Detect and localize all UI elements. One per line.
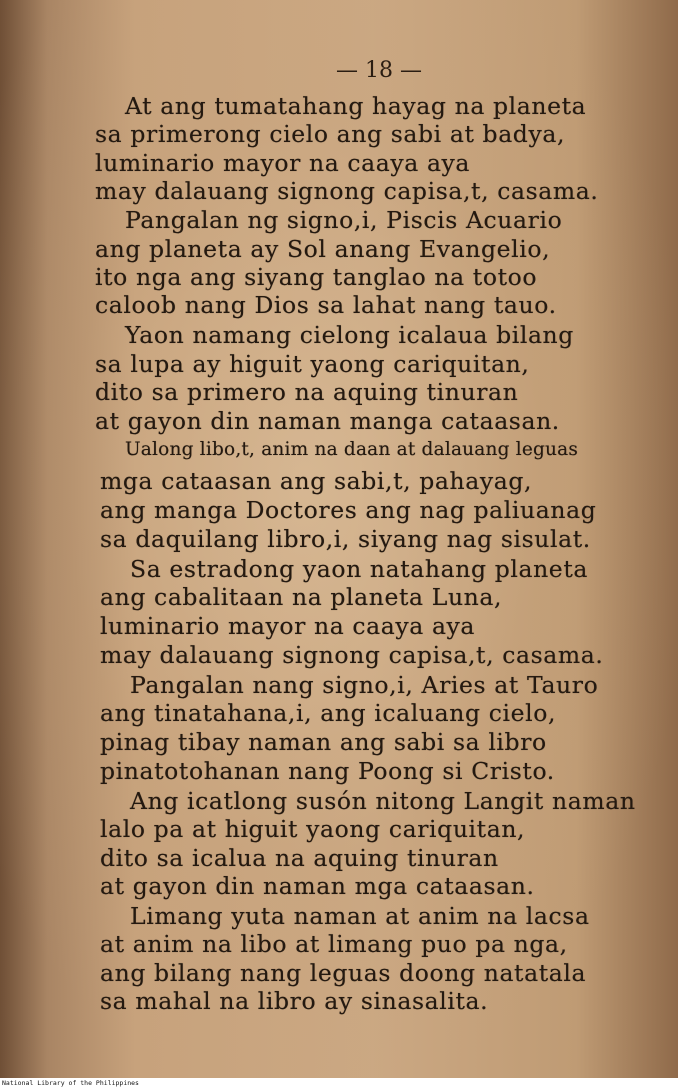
text-line: dito sa icalua na aquing tinuran: [100, 844, 499, 872]
text-line: Pangalan nang signo,i, Aries at Tauro: [130, 671, 599, 699]
page-number: — 18 —: [336, 58, 422, 83]
text-line: ang cabalitaan na planeta Luna,: [100, 583, 503, 611]
text-line: may dalauang signong capisa,t, casama.: [100, 641, 604, 669]
text-line: Ualong libo,t, anim na daan at dalauang leguas: [125, 439, 579, 460]
text-line: ang manga Doctores ang nag paliuanag: [100, 496, 597, 524]
text-line: sa daquilang libro,i, siyang nag sisulat.: [100, 525, 591, 553]
text-line: dito sa primero na aquing tinuran: [95, 378, 519, 406]
text-line: at gayon din naman mga cataasan.: [100, 872, 535, 900]
text-line: ang planeta ay Sol anang Evangelio,: [95, 235, 551, 263]
text-line: pinatotohanan nang Poong si Cristo.: [100, 757, 555, 785]
text-line: mga cataasan ang sabi,t, pahayag,: [100, 467, 533, 495]
text-line: luminario mayor na caaya aya: [95, 149, 471, 177]
text-line: lalo pa at higuit yaong cariquitan,: [100, 815, 526, 843]
text-line: Pangalan ng signo,i, Piscis Acuario: [125, 206, 563, 234]
text-line: ang tinatahana,i, ang icaluang cielo,: [100, 699, 557, 727]
text-line: Yaon namang cielong icalaua bilang: [125, 321, 574, 349]
text-line: At ang tumatahang hayag na planeta: [125, 92, 587, 120]
text-line: sa mahal na libro ay sinasalita.: [100, 987, 489, 1015]
text-line: may dalauang signong capisa,t, casama.: [95, 177, 599, 205]
text-line: Ang icatlong susón nitong Langit naman: [130, 787, 636, 815]
text-line: luminario mayor na caaya aya: [100, 612, 476, 640]
text-line: sa primerong cielo ang sabi at badya,: [95, 120, 566, 148]
text-line: pinag tibay naman ang sabi sa libro: [100, 728, 547, 756]
text-line: Sa estradong yaon natahang planeta: [130, 555, 588, 583]
text-line: at gayon din naman manga cataasan.: [95, 407, 560, 435]
text-line: ang bilang nang leguas doong natatala: [100, 959, 587, 987]
text-line: Limang yuta naman at anim na lacsa: [130, 902, 590, 930]
text-line: caloob nang Dios sa lahat nang tauo.: [95, 291, 557, 319]
text-line: ito nga ang siyang tanglao na totoo: [95, 263, 538, 291]
text-line: at anim na libo at limang puo pa nga,: [100, 930, 568, 958]
footer-credit: National Library of the Philippines: [0, 1078, 678, 1088]
text-line: sa lupa ay higuit yaong cariquitan,: [95, 350, 530, 378]
